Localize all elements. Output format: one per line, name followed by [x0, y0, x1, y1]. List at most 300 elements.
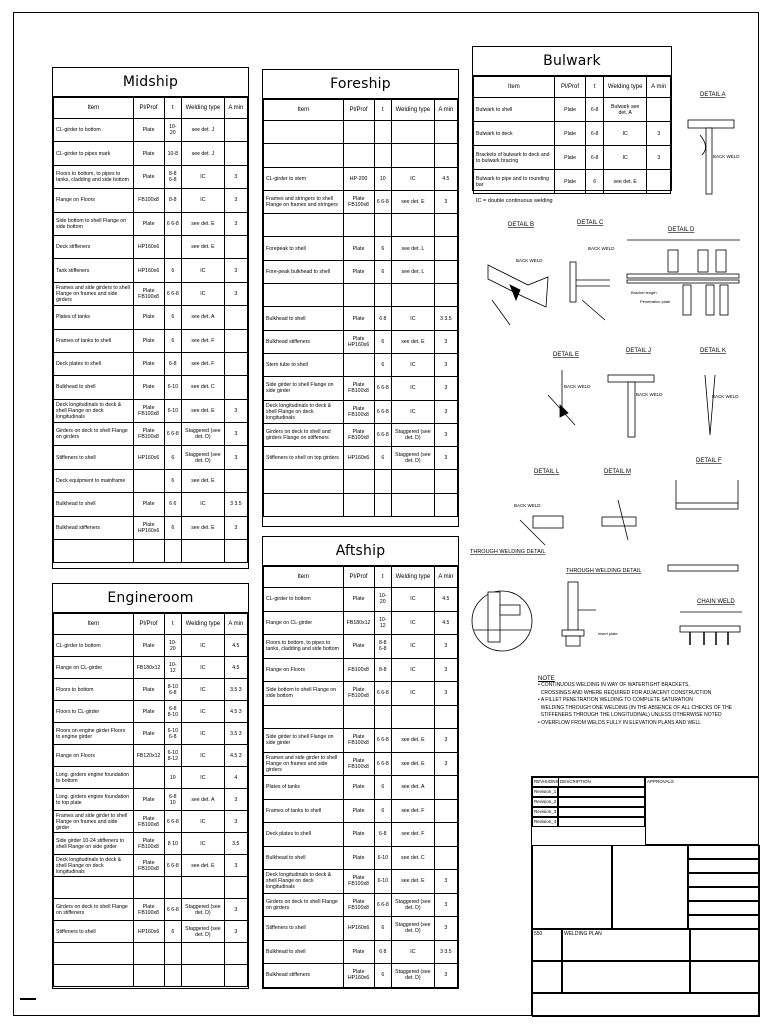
- midship-header-cell: A min: [224, 98, 247, 119]
- bulwark-title: Bulwark: [473, 47, 671, 76]
- foreship-cell: Girders on deck to shell and girders Flange on stiffeners: [264, 423, 344, 446]
- midship-cell: [224, 306, 247, 329]
- foreship-cell: CL-girder to stem: [264, 167, 344, 190]
- aftship-cell: IC: [392, 658, 435, 682]
- aftship-cell: FB180x12: [343, 611, 374, 635]
- tb-revision-cell: Revision_1: [532, 787, 558, 797]
- foreship-cell: [343, 353, 374, 376]
- engineroom-cell: Girders on deck to shell Flange on stiffeners: [54, 899, 134, 921]
- midship-row: [54, 446, 248, 469]
- aftship-cell: Plate: [343, 635, 374, 659]
- engineroom-row: [54, 921, 248, 943]
- midship-cell: Plate: [133, 493, 164, 516]
- foreship-cell: [343, 284, 374, 307]
- foreship-row: [264, 284, 458, 307]
- detail-m-label: DETAIL M: [604, 469, 632, 475]
- engineroom-row: [54, 943, 248, 965]
- foreship-cell: IC: [392, 167, 435, 190]
- foreship-cell: 6: [374, 330, 391, 353]
- foreship-cell: [264, 284, 344, 307]
- engineroom-cell: IC: [182, 679, 225, 701]
- engineroom-cell: 6-8 8-10: [164, 701, 181, 723]
- note-line: CROSSINGS AND WHERE REQUIRED FOR ADJACENT CONSTRUCTION: [538, 689, 712, 696]
- tb-revision-desc-cell: [558, 797, 645, 807]
- aftship-cell: Flange on Floors: [264, 658, 344, 682]
- engineroom-row: [54, 723, 248, 745]
- engineroom-row: [54, 811, 248, 833]
- midship-header-cell: t: [164, 98, 181, 119]
- bulwark-cell: Bulwark to pipe and to rounding bar: [474, 170, 555, 194]
- engineroom-cell: 3: [224, 811, 247, 833]
- engineroom-cell: 3: [224, 921, 247, 943]
- detail-c-label: DETAIL C: [577, 220, 604, 226]
- midship-cell: 6-10: [164, 376, 181, 399]
- foreship-header-cell: Welding type: [392, 100, 435, 121]
- notes-block: [538, 676, 763, 727]
- engineroom-cell: Flange on Floors: [54, 745, 134, 767]
- midship-cell: [164, 235, 181, 258]
- midship-cell: [164, 540, 181, 563]
- aftship-cell: Bulkhead stiffeners: [264, 964, 344, 988]
- engineroom-cell: 3: [224, 855, 247, 877]
- midship-cell: Plate: [133, 376, 164, 399]
- aftship-cell: Frames of tanks to shell: [264, 799, 344, 823]
- engineroom-cell: Long. girders engine foundation to bottom: [54, 767, 134, 789]
- aftship-header-cell: Pl/Prof: [343, 567, 374, 588]
- engineroom-cell: 4.5: [224, 657, 247, 679]
- midship-cell: Bulkhead to shell: [54, 493, 134, 516]
- engineroom-cell: 6 6-8: [164, 811, 181, 833]
- detail-f-label: DETAIL F: [696, 458, 722, 464]
- aftship-cell: Deck plates to shell: [264, 823, 344, 847]
- bulwark-cell: Brackets of bulwark to deck and to bulwark bracing: [474, 146, 555, 170]
- engineroom-cell: 4: [224, 767, 247, 789]
- foreship-cell: Staggered (see det. D): [392, 423, 435, 446]
- bulwark-grid: [473, 76, 671, 194]
- detail-l-label: DETAIL L: [534, 469, 560, 475]
- midship-cell: 3: [224, 399, 247, 422]
- midship-row: [54, 540, 248, 563]
- back-weld-j: BACK WELD: [636, 392, 663, 397]
- engineroom-row: [54, 679, 248, 701]
- foreship-cell: 3 3.5: [434, 307, 457, 330]
- aftship-row: [264, 611, 458, 635]
- bulwark-cell: 6-8: [586, 122, 604, 146]
- midship-header-cell: Welding type: [182, 98, 225, 119]
- midship-cell: [224, 329, 247, 352]
- midship-cell: see det. E: [182, 469, 225, 492]
- midship-row: [54, 399, 248, 422]
- aftship-cell: [264, 705, 344, 729]
- midship-row: [54, 282, 248, 305]
- midship-cell: Plate: [133, 212, 164, 235]
- tb-revision-desc-cell: [558, 817, 645, 827]
- foreship-cell: [374, 470, 391, 493]
- engineroom-cell: [54, 877, 134, 899]
- aftship-cell: 4.5: [434, 588, 457, 612]
- engineroom-cell: IC: [182, 811, 225, 833]
- aftship-row: [264, 705, 458, 729]
- midship-cell: 6 6-8: [164, 282, 181, 305]
- aftship-cell: 8-8: [374, 658, 391, 682]
- engineroom-header-row: [54, 614, 248, 635]
- aftship-cell: Flange on CL-girder: [264, 611, 344, 635]
- foreship-cell: 10: [374, 167, 391, 190]
- tb-revision-cell: Revision_2: [532, 797, 558, 807]
- engineroom-cell: 8-10 6-8: [164, 679, 181, 701]
- aftship-cell: Plate: [343, 799, 374, 823]
- aftship-cell: IC: [392, 940, 435, 964]
- foreship-cell: [264, 493, 344, 516]
- bulwark-cell: [647, 98, 671, 122]
- midship-row: [54, 516, 248, 539]
- tb-revision-cell: Revision_4: [532, 817, 558, 827]
- midship-cell: IC: [182, 493, 225, 516]
- aftship-cell: Plate FB100x8: [343, 682, 374, 706]
- engineroom-cell: Stiffeners to shell: [54, 921, 134, 943]
- aftship-cell: Bulkhead to shell: [264, 846, 344, 870]
- foreship-cell: [434, 470, 457, 493]
- foreship-cell: 6 6-8: [374, 400, 391, 423]
- foreship-cell: [343, 214, 374, 237]
- midship-row: [54, 142, 248, 165]
- note-line: • CONTINUOUS WELDING IN WAY OF WATERTIGHT BRACKETS,: [538, 682, 690, 688]
- foreship-cell: Plate FB100x8: [343, 190, 374, 213]
- midship-cell: IC: [182, 189, 225, 212]
- foreship-cell: [374, 121, 391, 144]
- aftship-cell: IC: [392, 611, 435, 635]
- aftship-cell: 3 3.5: [434, 940, 457, 964]
- foreship-row: [264, 260, 458, 283]
- midship-cell: 3 3.5: [224, 493, 247, 516]
- foreship-row: [264, 330, 458, 353]
- foreship-cell: IC: [392, 353, 435, 376]
- detail-e-label: DETAIL E: [553, 352, 580, 358]
- engineroom-cell: Deck longitudinals to deck & shell Flange on deck longitudinals: [54, 855, 134, 877]
- note-line: • A FILLET PENETRATION WELDING TO COMPLETE SATURATION: [538, 697, 693, 703]
- bulwark-cell: [647, 170, 671, 194]
- aftship-cell: Stiffeners to shell: [264, 917, 344, 941]
- tb-right-cell: [688, 915, 760, 929]
- midship-cell: CL-girder to bottom: [54, 119, 134, 142]
- midship-row: [54, 212, 248, 235]
- aftship-cell: Plate: [343, 823, 374, 847]
- penetration-plate-text: Penetration plate: [640, 299, 671, 304]
- foreship-cell: see det. E: [392, 190, 435, 213]
- foreship-table: [262, 69, 459, 527]
- midship-cell: [224, 469, 247, 492]
- detail-a-label: DETAIL A: [700, 92, 726, 98]
- tb-right-cell: [688, 901, 760, 915]
- aftship-grid: [263, 566, 458, 988]
- midship-cell: see det. F: [182, 329, 225, 352]
- engineroom-cell: 3: [224, 899, 247, 921]
- foreship-cell: 6 6-8: [374, 190, 391, 213]
- engineroom-cell: Plate FB100x8: [133, 833, 164, 855]
- tb-right-cell: [688, 887, 760, 901]
- foreship-cell: [264, 144, 344, 167]
- bulwark-header-cell: Item: [474, 77, 555, 98]
- aftship-cell: Plate: [343, 940, 374, 964]
- aftship-cell: [343, 705, 374, 729]
- midship-cell: Floors to bottom, to pipes to tanks, cladding and side bottom: [54, 165, 134, 188]
- foreship-row: [264, 307, 458, 330]
- engineroom-row: [54, 877, 248, 899]
- engineroom-cell: [182, 943, 225, 965]
- midship-cell: Flange on Floors: [54, 189, 134, 212]
- foreship-row: [264, 377, 458, 400]
- detail-b-label: DETAIL B: [508, 222, 535, 228]
- tb-cell-b: [532, 961, 562, 993]
- foreship-cell: [374, 214, 391, 237]
- back-weld-k: BACK WELD: [712, 394, 739, 399]
- aftship-cell: Plate FB100x8: [343, 752, 374, 776]
- midship-cell: Plate: [133, 119, 164, 142]
- midship-title: Midship: [53, 68, 248, 97]
- engineroom-cell: 3.5 3: [224, 679, 247, 701]
- engineroom-cell: Floors on engine girder Floors to engine girder: [54, 723, 134, 745]
- aftship-cell: IC: [392, 682, 435, 706]
- aftship-cell: see det. F: [392, 799, 435, 823]
- foreship-header-cell: t: [374, 100, 391, 121]
- midship-row: [54, 119, 248, 142]
- midship-row: [54, 306, 248, 329]
- foreship-title: Foreship: [263, 70, 458, 99]
- bulwark-row: [474, 146, 671, 170]
- foreship-cell: [343, 121, 374, 144]
- engineroom-row: [54, 789, 248, 811]
- foreship-row: [264, 190, 458, 213]
- engineroom-cell: [164, 943, 181, 965]
- engineroom-cell: 3: [224, 789, 247, 811]
- foreship-cell: [434, 493, 457, 516]
- back-weld-l: BACK WELD: [514, 503, 541, 508]
- aftship-row: [264, 635, 458, 659]
- midship-cell: Frames of tanks to shell: [54, 329, 134, 352]
- midship-cell: [133, 540, 164, 563]
- tb-right-cell: [688, 845, 760, 859]
- aftship-header-cell: Welding type: [392, 567, 435, 588]
- midship-cell: Deck stiffeners: [54, 235, 134, 258]
- midship-cell: [182, 540, 225, 563]
- midship-cell: Plate FB100x8: [133, 282, 164, 305]
- aftship-cell: 10-12: [374, 611, 391, 635]
- aftship-row: [264, 917, 458, 941]
- engineroom-header-cell: Pl/Prof: [133, 614, 164, 635]
- aftship-cell: 3: [434, 870, 457, 894]
- foreship-cell: 6 6-8: [374, 423, 391, 446]
- foreship-cell: 6: [374, 237, 391, 260]
- aftship-cell: see det. C: [392, 846, 435, 870]
- midship-cell: HP160x6: [133, 259, 164, 282]
- engineroom-cell: Floors to bottom: [54, 679, 134, 701]
- midship-row: [54, 165, 248, 188]
- engineroom-row: [54, 635, 248, 657]
- foreship-cell: [392, 121, 435, 144]
- engineroom-cell: IC: [182, 833, 225, 855]
- back-weld-a: BACK WELD: [713, 154, 740, 159]
- foreship-row: [264, 423, 458, 446]
- title-block: [531, 776, 759, 1016]
- aftship-cell: 6-10: [374, 846, 391, 870]
- midship-grid: [53, 97, 248, 563]
- tb-description: DESCRIPTION: [558, 777, 645, 787]
- aftship-cell: Deck longitudinals to deck & shell Flange on deck longitudinals: [264, 870, 344, 894]
- aftship-cell: 3: [434, 658, 457, 682]
- foreship-cell: Bulkhead stiffeners: [264, 330, 344, 353]
- midship-cell: [224, 142, 247, 165]
- midship-cell: 6 6: [164, 493, 181, 516]
- midship-cell: Deck plates to shell: [54, 352, 134, 375]
- foreship-cell: Staggered (see det. D): [392, 447, 435, 470]
- engineroom-cell: 6-10 8-12: [164, 745, 181, 767]
- chain-weld-label: CHAIN WELD: [697, 599, 735, 605]
- engineroom-table: [52, 583, 249, 989]
- engineroom-title: Engineroom: [53, 584, 248, 613]
- engineroom-cell: Side girder 10-24 stiffeners to shell Flange on side girder: [54, 833, 134, 855]
- foreship-cell: [392, 284, 435, 307]
- midship-cell: [133, 469, 164, 492]
- foreship-cell: [264, 470, 344, 493]
- foreship-cell: Stern tube to shell: [264, 353, 344, 376]
- midship-table: [52, 67, 249, 569]
- foreship-cell: 3: [434, 190, 457, 213]
- foreship-cell: IC: [392, 377, 435, 400]
- midship-row: [54, 376, 248, 399]
- midship-cell: Plate: [133, 329, 164, 352]
- bulwark-cell: 6: [586, 170, 604, 194]
- engineroom-cell: CL-girder to bottom: [54, 635, 134, 657]
- midship-cell: [224, 235, 247, 258]
- engineroom-row: [54, 855, 248, 877]
- midship-cell: [224, 352, 247, 375]
- engineroom-cell: 6: [164, 921, 181, 943]
- midship-row: [54, 189, 248, 212]
- insert-plate-text: insert plate: [598, 631, 618, 636]
- engineroom-cell: [182, 965, 225, 987]
- midship-cell: see det. E: [182, 399, 225, 422]
- bulwark-cell: Plate: [554, 170, 586, 194]
- foreship-cell: 6: [374, 447, 391, 470]
- aftship-cell: Plate: [343, 776, 374, 800]
- engineroom-cell: [133, 877, 164, 899]
- aftship-cell: [374, 705, 391, 729]
- aftship-cell: Plate FB100x8: [343, 870, 374, 894]
- engineroom-cell: 8 10: [164, 833, 181, 855]
- through-welding-detail-2-label: THROUGH WELDING DETAIL: [566, 568, 642, 574]
- engineroom-cell: 4.5: [224, 635, 247, 657]
- midship-cell: Bulkhead stiffeners: [54, 516, 134, 539]
- note-line: • OVERFLOW FROM WELDS FULLY IN ELEVATION PLANS AND WELL: [538, 719, 702, 726]
- foreship-header-row: [264, 100, 458, 121]
- aftship-row: [264, 893, 458, 917]
- midship-row: [54, 469, 248, 492]
- tb-revision-cell: Revision_3: [532, 807, 558, 817]
- midship-cell: Plate FB100x8: [133, 399, 164, 422]
- midship-cell: see det. E: [182, 516, 225, 539]
- bulwark-cell: 3: [647, 122, 671, 146]
- aftship-row: [264, 870, 458, 894]
- foreship-cell: Plate: [343, 260, 374, 283]
- aftship-cell: 3: [434, 917, 457, 941]
- tb-number: 550: [532, 929, 562, 961]
- foreship-cell: see det. E: [392, 330, 435, 353]
- foreship-cell: Plate FB100x8: [343, 377, 374, 400]
- bulwark-cell: 3: [647, 146, 671, 170]
- midship-cell: [224, 119, 247, 142]
- foreship-cell: 6: [374, 353, 391, 376]
- engineroom-cell: [54, 965, 134, 987]
- foreship-cell: Plate HP160x6: [343, 330, 374, 353]
- aftship-cell: IC: [392, 588, 435, 612]
- aftship-header-row: [264, 567, 458, 588]
- foreship-cell: see det. L: [392, 260, 435, 283]
- engineroom-cell: Plate: [133, 723, 164, 745]
- tb-cell-e: [532, 993, 760, 1017]
- aftship-cell: see det. F: [392, 823, 435, 847]
- aftship-cell: 6: [374, 917, 391, 941]
- aftship-row: [264, 658, 458, 682]
- detail-k-label: DETAIL K: [700, 348, 727, 354]
- midship-cell: see det. A: [182, 306, 225, 329]
- midship-cell: Deck equipment to mainframe: [54, 469, 134, 492]
- engineroom-cell: 6 6-8: [164, 855, 181, 877]
- tb-revision-desc-cell: [558, 807, 645, 817]
- foreship-row: [264, 353, 458, 376]
- midship-cell: HP160x6: [133, 446, 164, 469]
- midship-cell: [54, 540, 134, 563]
- engineroom-cell: Plate FB100x8: [133, 899, 164, 921]
- aftship-header-cell: t: [374, 567, 391, 588]
- engineroom-row: [54, 899, 248, 921]
- tb-right-cell: [688, 873, 760, 887]
- aftship-row: [264, 682, 458, 706]
- aftship-cell: Girders on deck to shell Flange on girders: [264, 893, 344, 917]
- aftship-cell: [392, 705, 435, 729]
- engineroom-cell: [224, 877, 247, 899]
- foreship-cell: see det. L: [392, 237, 435, 260]
- aftship-header-cell: A min: [434, 567, 457, 588]
- engineroom-cell: [224, 965, 247, 987]
- engineroom-cell: Floors to CL-girder: [54, 701, 134, 723]
- bulwark-header-cell: Pl/Prof: [554, 77, 586, 98]
- midship-cell: Plate: [133, 306, 164, 329]
- aftship-row: [264, 823, 458, 847]
- midship-cell: FB100x8: [133, 189, 164, 212]
- foreship-cell: [434, 260, 457, 283]
- foreship-cell: Fore-peak bulkhead to shell: [264, 260, 344, 283]
- midship-row: [54, 259, 248, 282]
- notes-lines: [538, 682, 763, 727]
- midship-cell: see det. E: [182, 212, 225, 235]
- foreship-cell: 3: [434, 423, 457, 446]
- aftship-cell: [434, 776, 457, 800]
- engineroom-cell: [133, 965, 164, 987]
- engineroom-cell: Flange on CL-girder: [54, 657, 134, 679]
- engineroom-cell: 6-8 10: [164, 789, 181, 811]
- midship-cell: 3: [224, 423, 247, 446]
- aftship-cell: 6: [374, 776, 391, 800]
- tb-cell-c: [562, 961, 690, 993]
- midship-cell: 3: [224, 446, 247, 469]
- foreship-row: [264, 214, 458, 237]
- bulwark-cell: Bulwark see det. A: [604, 98, 647, 122]
- aftship-cell: HP160x6: [343, 917, 374, 941]
- foreship-cell: Frames and stringers to shell Flange on frames and stringers: [264, 190, 344, 213]
- aftship-cell: 6: [374, 799, 391, 823]
- bulwark-cell: see det. E: [604, 170, 647, 194]
- engineroom-row: [54, 833, 248, 855]
